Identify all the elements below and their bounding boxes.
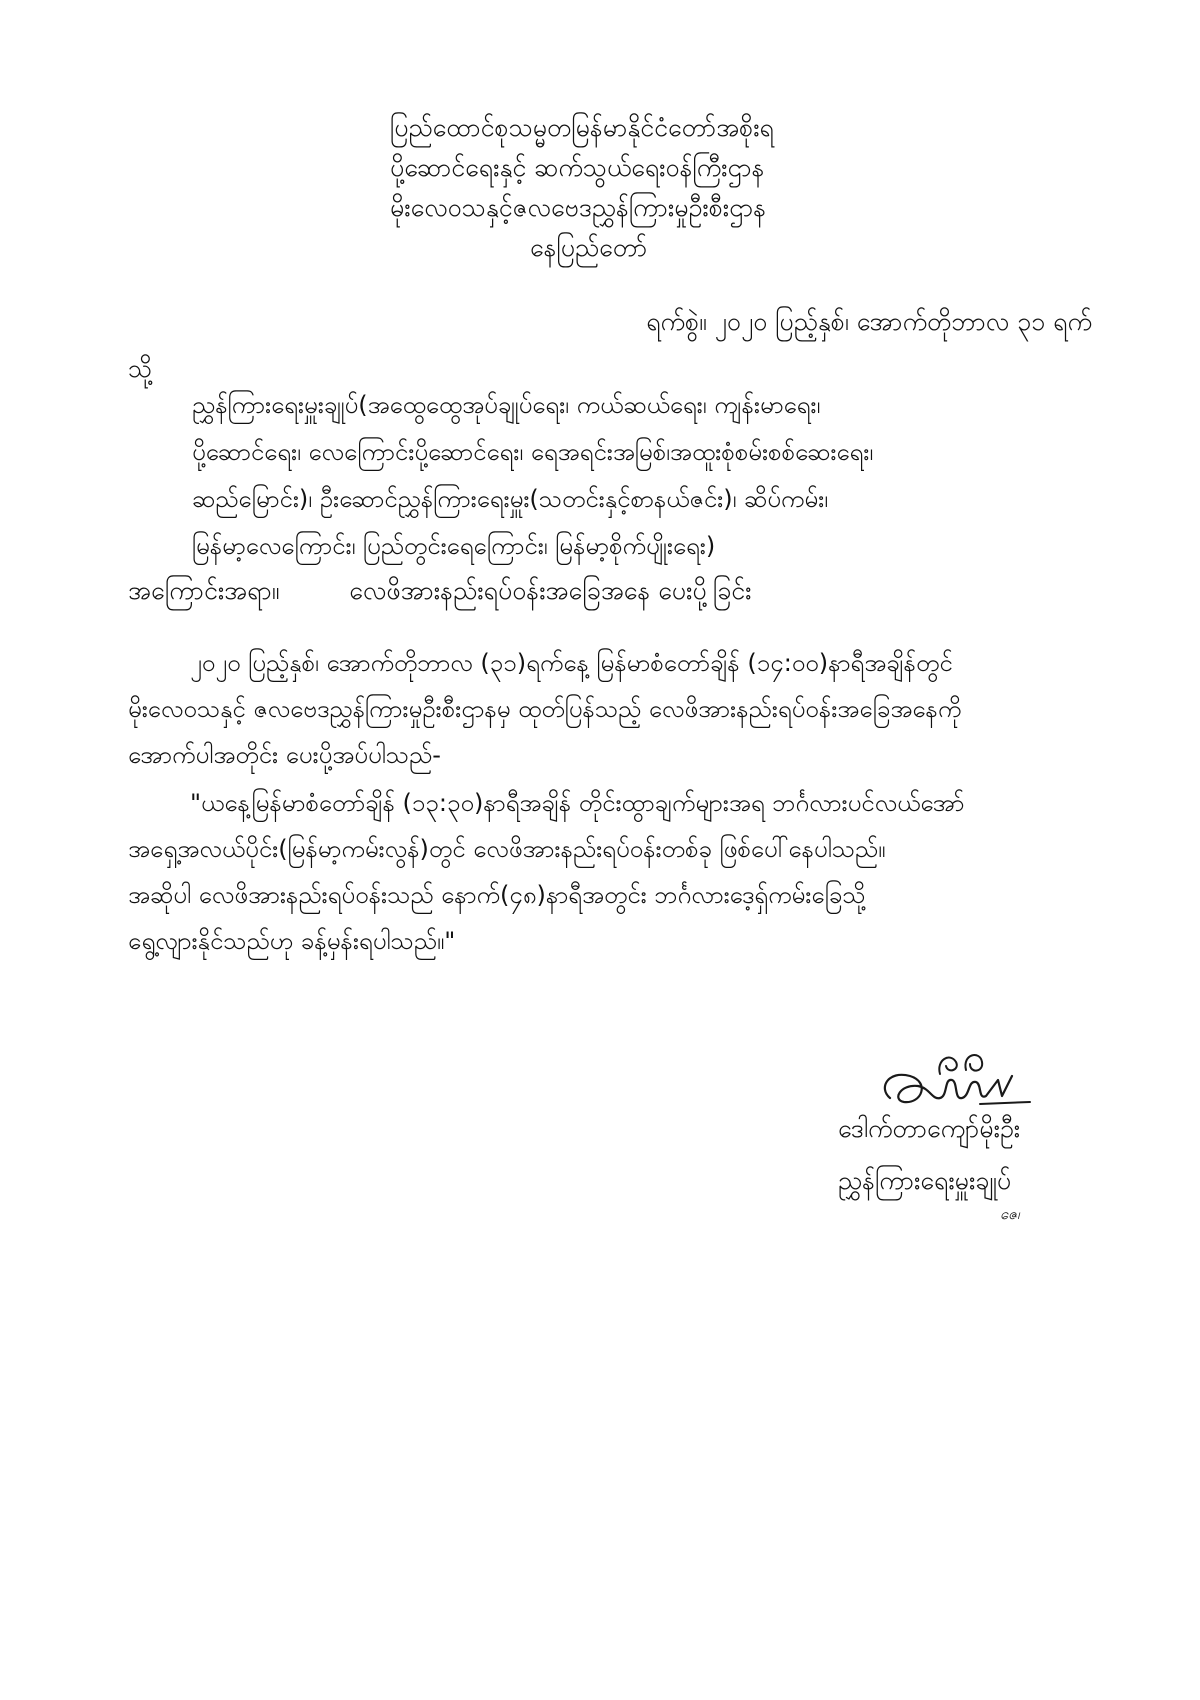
recipients-block	[192, 382, 1112, 570]
government-name: ပြည်ထောင်စုသမ္မတမြန်မာနိုင်ငံတော်အစိုးရ	[390, 113, 774, 142]
body-paragraph	[128, 640, 1118, 778]
quote-line: "ယနေ့မြန်မာစံတော်ချိန် (၁၃:၃၀)နာရီအချိန် တိုင်းထွာချက်များအရ ဘင်္ဂလားပင်လယ်အော်	[190, 789, 965, 817]
to-label: သို့	[128, 354, 153, 383]
body-line: မိုးလေဝသနှင့် ဇလဗေဒညွှန်ကြားမှုဦးစီးဌာနမှ ထုတ်ပြန်သည့် လေဖိအားနည်းရပ်ဝန်းအခြေအနေကို	[128, 695, 962, 723]
signer-title: ညွှန်ကြားရေးမှူးချုပ်	[838, 1166, 1012, 1195]
quoted-bulletin	[128, 780, 1118, 964]
quote-line: အရှေ့အလယ်ပိုင်း(မြန်မာ့ကမ်းလွန်)တွင် လေဖိအားနည်းရပ်ဝန်းတစ်ခု ဖြစ်ပေါ်နေပါသည်။	[128, 835, 886, 863]
letter-date: ရက်စွဲ။ ၂၀၂၀ ပြည့်နှစ်၊ အောက်တိုဘာလ ၃၁ ရက်	[646, 307, 1092, 336]
typist-initials: ဇေ၊	[1000, 1205, 1020, 1223]
recipient-line: ညွှန်ကြားရေးမှူးချုပ်(အထွေထွေအုပ်ချုပ်ရေး၊ ကယ်ဆယ်ရေး၊ ကျန်းမာရေး၊	[192, 391, 821, 419]
signer-name: ဒေါက်တာကျော်မိုးဦး	[838, 1114, 1021, 1143]
subject-label: အကြောင်းအရာ။	[128, 576, 280, 605]
ministry-name: ပို့ဆောင်ရေးနှင့် ဆက်သွယ်ရေးဝန်ကြီးဌာန	[390, 153, 765, 182]
city-name: နေပြည်တော်	[530, 233, 648, 262]
recipient-line: မြန်မာ့လေကြောင်း၊ ပြည်တွင်းရေကြောင်း၊ မြန်မာ့စိုက်ပျိုးရေး)	[192, 532, 716, 560]
body-line: အောက်ပါအတိုင်း ပေးပို့အပ်ပါသည်-	[128, 741, 441, 769]
subject-text: လေဖိအားနည်းရပ်ဝန်းအခြေအနေ ပေးပို့ခြင်း	[349, 576, 752, 605]
recipient-line: ဆည်မြောင်း)၊ ဦးဆောင်ညွှန်ကြားရေးမှူး(သတင်းနှင့်စာနယ်ဇင်း)၊ ဆိပ်ကမ်း၊	[192, 485, 828, 513]
subject-line	[128, 575, 751, 612]
quote-line: အဆိုပါ လေဖိအားနည်းရပ်ဝန်းသည် နောက်(၄၈)နာရီအတွင်း ဘင်္ဂလားဒေ့ရှ်ကမ်းခြေသို့	[128, 881, 866, 909]
letterhead	[390, 108, 910, 268]
recipient-line: ပို့ဆောင်ရေး၊ လေကြောင်းပို့ဆောင်ရေး၊ ရေအရင်းအမြစ်၊အထူးစုံစမ်းစစ်ဆေးရေး၊	[192, 438, 874, 466]
body-line: ၂၀၂၀ ပြည့်နှစ်၊ အောက်တိုဘာလ (၃၁)ရက်နေ့ မြန်မာစံတော်ချိန် (၁၄:၀၀)နာရီအချိန်တွင်	[190, 649, 953, 677]
quote-line: ရွေ့လျားနိုင်သည်ဟု ခန့်မှန်းရပါသည်။"	[128, 927, 456, 955]
department-name: မိုးလေဝသနှင့်ဇလဗေဒညွှန်ကြားမှုဦးစီးဌာန	[390, 193, 767, 222]
